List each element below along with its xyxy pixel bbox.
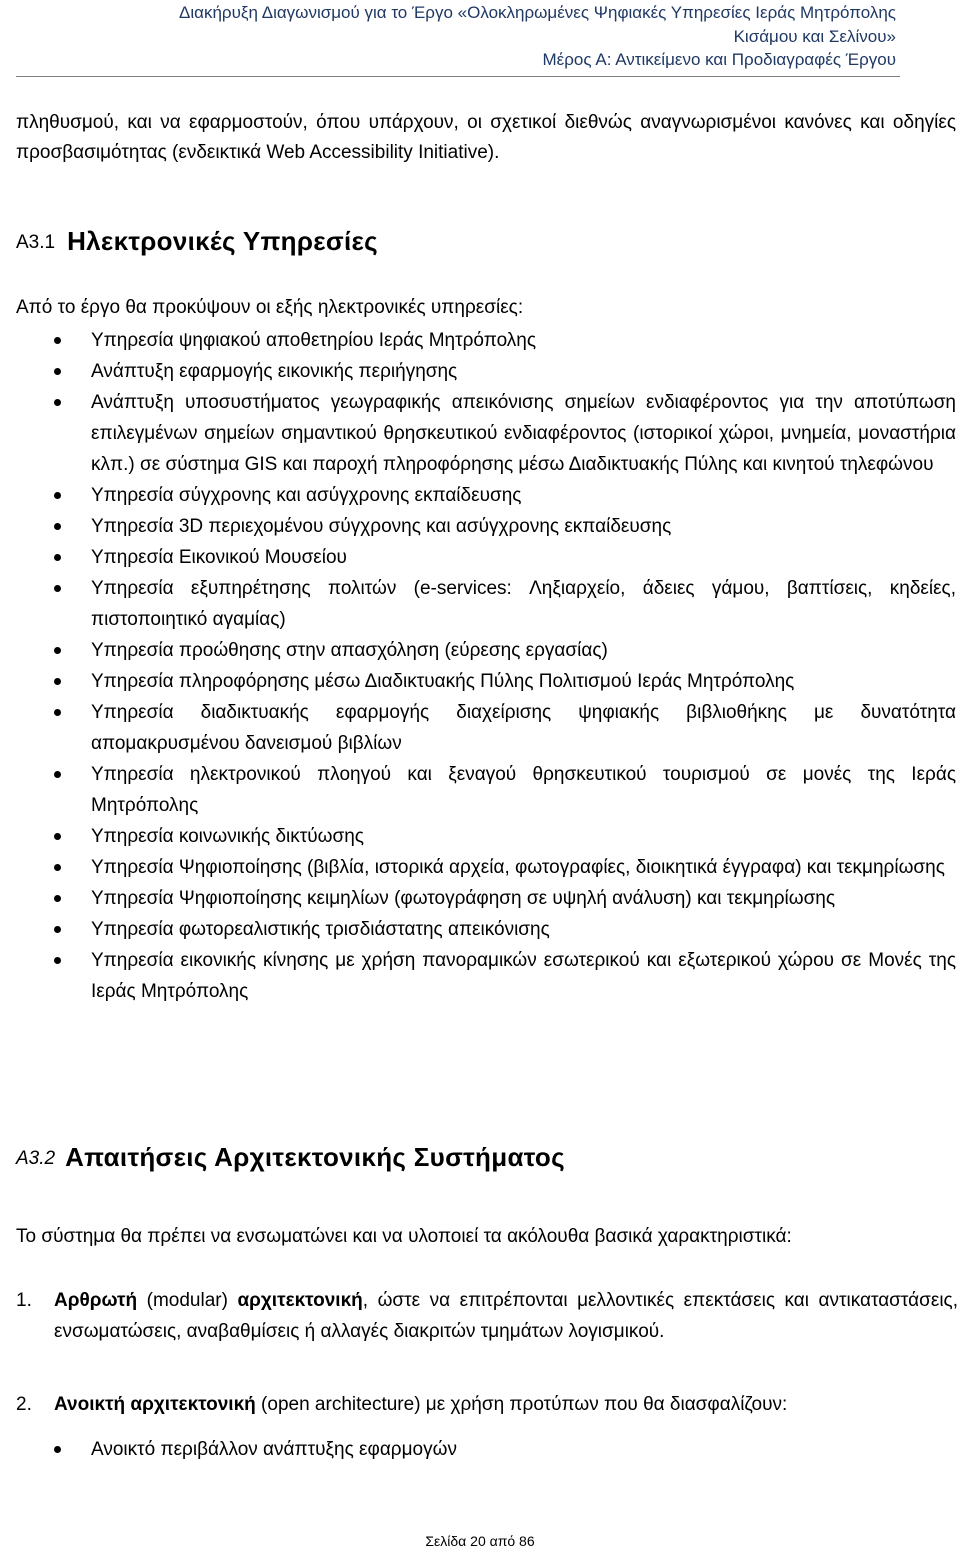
list-item-text: Υπηρεσία εξυπηρέτησης πολιτών (e-services: Ληξιαρχείο, άδειες γάμου, βαπτίσεις, κηδείες, πιστοποιητικό αγαμίας) <box>91 578 956 630</box>
bullet-icon <box>54 647 61 654</box>
item-content <box>54 1389 958 1420</box>
list-item-text: Ανάπτυξη εφαρμογής εικονικής περιήγησης <box>91 361 458 382</box>
list-item <box>0 945 956 1007</box>
list-item-text: Υπηρεσία προώθησης στην απασχόληση (εύρεσης εργασίας) <box>91 640 608 661</box>
header-divider <box>16 76 900 77</box>
header-subtitle: Μέρος Α: Αντικείμενο και Προδιαγραφές Έργου <box>542 50 896 69</box>
list-item-text: Υπηρεσία Ψηφιοποίησης (βιβλία, ιστορικά αρχεία, φωτογραφίες, διοικητικά έγγραφα) και τεκμηρίωσης <box>91 857 945 878</box>
list-item <box>0 914 956 945</box>
list-item <box>0 573 956 635</box>
list-item-text: Ανοικτό περιβάλλον ανάπτυξης εφαρμογών <box>91 1439 457 1460</box>
section-title: Ηλεκτρονικές Υπηρεσίες <box>67 226 378 256</box>
list-item <box>0 480 956 511</box>
list-item-text: Υπηρεσία εικονικής κίνησης με χρήση πανοραμικών εσωτερικού και εξωτερικού χώρου σε Μονές της Ιεράς Μητρόπολης <box>91 950 956 1002</box>
architecture-lead: Το σύστημα θα πρέπει να ενσωματώνει και να υλοποιεί τα ακόλουθα βασικά χαρακτηριστικά: <box>16 1226 792 1247</box>
list-item-text: Υπηρεσία σύγχρονης και ασύγχρονης εκπαίδευσης <box>91 485 522 506</box>
list-item <box>0 697 956 759</box>
item-content <box>54 1285 958 1347</box>
list-item-text: Υπηρεσία διαδικτυακής εφαρμογής διαχείρισης ψηφιακής βιβλιοθήκης με δυνατότητα απομακρυσμένου δανεισμού βιβλίων <box>91 702 956 754</box>
services-list <box>0 325 956 1007</box>
list-item-text: Υπηρεσία 3D περιεχομένου σύγχρονης και ασύγχρονης εκπαίδευσης <box>91 516 672 537</box>
bullet-icon <box>54 337 61 344</box>
bullet-icon <box>54 399 61 406</box>
list-item-text: Υπηρεσία Εικονικού Μουσείου <box>91 547 347 568</box>
numbered-item-2 <box>16 1389 958 1420</box>
bullet-icon <box>54 864 61 871</box>
bullet-icon <box>54 554 61 561</box>
item-bold-term: αρχιτεκτονική <box>237 1290 363 1311</box>
numbered-item-1 <box>16 1285 958 1347</box>
page-number: Σελίδα 20 από 86 <box>425 1533 535 1549</box>
services-lead: Από το έργο θα προκύψουν οι εξής ηλεκτρονικές υπηρεσίες: <box>16 297 524 318</box>
bullet-icon <box>54 523 61 530</box>
intro-paragraph: πληθυσμού, και να εφαρμοστούν, όπου υπάρχουν, οι σχετικοί διεθνώς αναγνωρισμένοι κανόνες και οδηγίες προσβασιμότητας (ενδεικτικά Web Accessibility Initiative). <box>16 112 956 163</box>
bullet-icon <box>54 585 61 592</box>
section-number: Α3.2 <box>16 1148 56 1169</box>
item-bold-term: Ανοικτή αρχιτεκτονική <box>54 1394 256 1415</box>
item-text: (open architecture) με χρήση προτύπων που θα διασφαλίζουν: <box>255 1394 788 1415</box>
item-text: , ώστε να επιτρέπονται μελλοντικές επεκτάσεις και αντικαταστάσεις, ενσωματώσεις, αναβαθμίσεις ή αλλαγές διακριτών τμημάτων λογισμικού. <box>54 1290 958 1342</box>
item-number: 2. <box>16 1394 32 1415</box>
list-item <box>0 387 956 480</box>
list-item <box>0 666 956 697</box>
bullet-icon <box>54 1446 61 1453</box>
list-item <box>0 542 956 573</box>
bullet-icon <box>54 678 61 685</box>
bullet-icon <box>54 709 61 716</box>
section-heading-a32 <box>16 1142 565 1173</box>
item-bold-term: Αρθρωτή <box>54 1290 138 1311</box>
bullet-icon <box>54 492 61 499</box>
section-number: Α3.1 <box>16 232 56 253</box>
bullet-icon <box>54 833 61 840</box>
list-item <box>0 511 956 542</box>
architecture-sub-list <box>0 1434 956 1465</box>
bullet-icon <box>54 895 61 902</box>
list-item-text: Ανάπτυξη υποσυστήματος γεωγραφικής απεικόνισης σημείων ενδιαφέροντος για την αποτύπωση επιλεγμένων σημείων σημαντικού θρησκευτικού ενδιαφέροντος (ιστορικοί χώροι, μνημεία, μοναστήρια κλπ.) σε σύστημα GIS και παροχή πληροφόρησης μέσω Διαδικτυακής Πύλης και κινητού τηλεφώνου <box>91 392 956 475</box>
header-title-line-1: Διακήρυξη Διαγωνισμού για το Έργο «Ολοκληρωμένες Ψηφιακές Υπηρεσίες Ιεράς Μητρόπολης <box>178 3 896 22</box>
bullet-icon <box>54 926 61 933</box>
page-header <box>0 0 960 78</box>
bullet-icon <box>54 957 61 964</box>
list-item <box>0 759 956 821</box>
section-heading-a31 <box>16 226 378 257</box>
header-title-line-2: Κισάμου και Σελίνου» <box>733 27 896 46</box>
bullet-icon <box>54 368 61 375</box>
item-number: 1. <box>16 1290 32 1311</box>
list-item-text: Υπηρεσία κοινωνικής δικτύωσης <box>91 826 364 847</box>
list-item <box>0 821 956 852</box>
list-item-text: Υπηρεσία φωτορεαλιστικής τρισδιάστατης απεικόνισης <box>91 919 550 940</box>
list-item-text: Υπηρεσία πληροφόρησης μέσω Διαδικτυακής Πύλης Πολιτισμού Ιεράς Μητρόπολης <box>91 671 795 692</box>
section-title: Απαιτήσεις Αρχιτεκτονικής Συστήματος <box>65 1142 565 1172</box>
list-item <box>0 635 956 666</box>
list-item-text: Υπηρεσία ψηφιακού αποθετηρίου Ιεράς Μητρόπολης <box>91 330 536 351</box>
list-item <box>0 883 956 914</box>
list-item <box>0 325 956 356</box>
item-text: (modular) <box>137 1290 238 1311</box>
list-item <box>0 356 956 387</box>
list-item-text: Υπηρεσία Ψηφιοποίησης κειμηλίων (φωτογράφηση σε υψηλή ανάλυση) και τεκμηρίωσης <box>91 888 836 909</box>
list-item-text: Υπηρεσία ηλεκτρονικού πλοηγού και ξεναγού θρησκευτικού τουρισμού σε μονές της Ιεράς Μητρόπολης <box>91 764 956 816</box>
bullet-icon <box>54 771 61 778</box>
list-item <box>0 1434 956 1465</box>
list-item <box>0 852 956 883</box>
